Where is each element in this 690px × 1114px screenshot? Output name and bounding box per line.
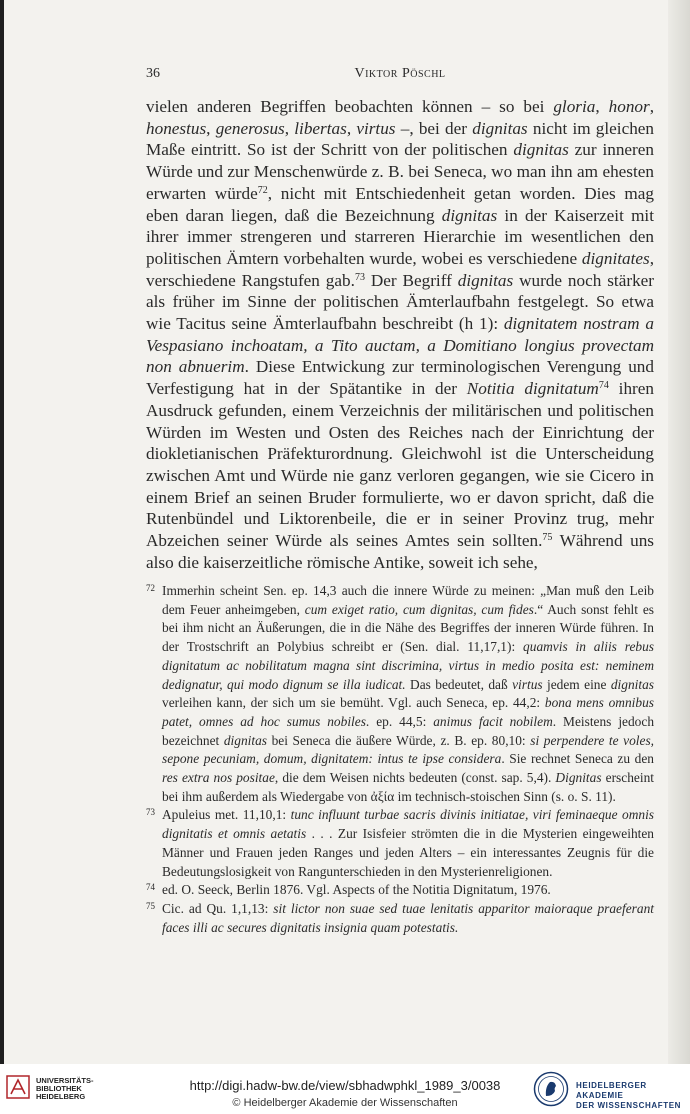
italic-text: gloria bbox=[553, 97, 596, 116]
academy-name bbox=[576, 1081, 690, 1111]
italic-text: honor bbox=[608, 97, 650, 116]
text-run: erscheint bei ihm außerdem als Wiedergabe von ἀξία im technisch-stoischen Sinn (s. o. S. 11). bbox=[162, 770, 654, 804]
text-run: ed. O. Seeck, Berlin 1876. Vgl. Aspects of the Notitia Dignitatum, 1976. bbox=[162, 882, 551, 898]
uni-line-1: UNIVERSITÄTS- bbox=[36, 1076, 94, 1085]
text-run: in der Kaiserzeit mit ihrer immer strengeren und starreren Hierarchie im wesentlichen den politischen Ämtern vorbehalten wurde, wobei es verschiedene bbox=[146, 205, 654, 268]
text-run: . Sie rechnet Seneca zu den bbox=[501, 751, 654, 767]
text-run: , bbox=[206, 118, 216, 138]
uni-line-3: HEIDELBERG bbox=[36, 1092, 86, 1101]
italic-text: sit lictor non suae sed tuae lenitatis apparitor maioraque praeferant faces illi ac secures dignitatis insignia quam potestatis. bbox=[162, 900, 654, 935]
footnote-ref: 75 bbox=[542, 532, 553, 544]
italic-text: dignitates bbox=[581, 248, 650, 268]
italic-text: cum exiget ratio, cum dignitas, cum fides bbox=[304, 601, 534, 617]
text-run: vielen anderen Begriffen beobachten können – so bei bbox=[146, 97, 554, 116]
text-run: bei Seneca die äußere Würde, z. B. ep. 80,10: bbox=[267, 732, 531, 748]
text-run: verleihen kann, der sich um sie bemüht. Vgl. auch Seneca, ep. 44,2: bbox=[162, 695, 545, 711]
page-url-link[interactable]: http://digi.hadw-bw.de/view/sbhadwphkl_1989_3/0038 bbox=[189, 1078, 501, 1093]
text-run: , bbox=[595, 97, 609, 116]
footnote-ref: 72 bbox=[257, 184, 268, 196]
text-run: Apuleius met. 11,10,1: bbox=[162, 807, 291, 823]
body-paragraph bbox=[146, 96, 654, 573]
italic-text: generosus bbox=[215, 118, 285, 138]
text-run: . . . Zur Isisfeier strömten die in die Mysterien eingeweihten Männer und Frauen jeden Ranges und jeden Alters – ein interessantes Zeugnis für die Bedeutungslosigkeit von Rangunterschieden in den Mysterienreligionen. bbox=[162, 826, 654, 879]
footnote-number: 75 bbox=[146, 900, 155, 911]
text-run: .“ Auch sonst fehlt es bei ihm nicht an Äußerungen, die in die Nähe des Begriffes der inneren Würde führen. In der Trostschrift an Polybius schreibt er (Sen. dial. 11,17,1): bbox=[162, 601, 654, 655]
italic-text: Notitia dignitatum bbox=[466, 379, 599, 399]
italic-text: dignitatem nostram a Vespasiano inchoatam, a Tito auctam, a Domitiano longius provectam non abnuerim bbox=[146, 314, 654, 377]
text-run: –, bei der bbox=[395, 118, 473, 138]
academy-line-2: DER WISSENSCHAFTEN bbox=[576, 1101, 682, 1110]
running-header bbox=[146, 66, 654, 86]
italic-text: Dignitas bbox=[555, 770, 602, 786]
text-run: , bbox=[649, 97, 654, 116]
text-run: . Meistens jedoch bezeichnet bbox=[162, 713, 655, 748]
text-run: nicht im gleichen Maße eintritt. So ist der Schritt von der politischen bbox=[146, 118, 655, 160]
footnote-75 bbox=[146, 900, 654, 937]
italic-text: dignitas bbox=[610, 676, 654, 692]
italic-text: virtus bbox=[356, 118, 396, 138]
italic-text: quamvis in aliis rebus dignitatum ac nobilitatum magna sint discrimina, virtus in medio posita est: neminem dedignatur, qui modo dignum se illa iudicat. bbox=[162, 639, 654, 692]
italic-text: libertas bbox=[294, 118, 347, 138]
footnote-number: 74 bbox=[146, 882, 155, 893]
copyright-notice: © Heidelberger Akademie der Wissenschaften bbox=[232, 1097, 458, 1109]
running-author: Viktor Pöschl bbox=[354, 66, 446, 81]
academy-line-1: HEIDELBERGER AKADEMIE bbox=[576, 1081, 647, 1100]
footnote-73 bbox=[146, 806, 654, 881]
academy-seal-logo bbox=[533, 1071, 569, 1107]
footnote-72 bbox=[146, 582, 654, 806]
text-run: , nicht mit Entschiedenheit getan worden. Dies mag eben daran liegen, daß die Bezeichnung bbox=[146, 183, 654, 225]
italic-text: si perpendere te voles, sepone pecuniam, domum, dignitatem: intus te ipse considera bbox=[162, 732, 655, 767]
text-run: Cic. ad Qu. 1,1,13: bbox=[162, 900, 274, 916]
scan-gutter-left bbox=[0, 0, 4, 1114]
text-run: Der Begriff bbox=[364, 270, 458, 290]
uni-line-2: BIBLIOTHEK bbox=[36, 1084, 82, 1093]
text-run: zur inneren Würde und zur Menschenwürde z. B. bei Seneca, wo man ihn am ehesten erwarten würde bbox=[146, 140, 655, 203]
page-edge-shadow bbox=[668, 0, 690, 1114]
text-run: . ep. 44,5: bbox=[365, 713, 434, 729]
italic-text: dignitas bbox=[223, 732, 267, 748]
text-run: . Diese Entwickung zur terminologischen Verengung und Verfestigung hat in der Spätantike in der bbox=[146, 357, 654, 399]
text-run: , die dem Weisen nichts bedeuten (const. sap. 5,4). bbox=[274, 770, 556, 786]
italic-text: res extra nos positae bbox=[162, 770, 275, 786]
italic-text: bona mens omnibus patet, omnes ad hoc sumus nobiles bbox=[162, 695, 654, 729]
footnotes bbox=[146, 582, 654, 937]
italic-text: dignitas bbox=[472, 118, 528, 138]
italic-text: dignitas bbox=[441, 205, 498, 225]
text-run: , bbox=[346, 118, 357, 138]
italic-text: dignitas bbox=[457, 270, 514, 290]
page-number: 36 bbox=[146, 66, 160, 81]
text-run: , bbox=[284, 118, 295, 138]
text-run: wurde noch stärker als früher im Sinne der politischen Ämterlaufbahn festgelegt. So etwa wie Tacitus seine Ämterlaufbahn beschreibt (h 1): bbox=[146, 270, 655, 334]
italic-text: dignitas bbox=[513, 140, 569, 160]
italic-text: virtus bbox=[512, 676, 543, 692]
footnote-74 bbox=[146, 881, 654, 900]
italic-text: tunc influunt turbae sacris divinis initiatae, viri feminaeque omnis dignitatis et omnis aetatis bbox=[162, 807, 655, 842]
text-run: , verschiedene Rangstufen gab. bbox=[146, 248, 654, 290]
footnote-ref: 74 bbox=[598, 380, 609, 392]
text-run: Das bedeutet, daß bbox=[405, 676, 513, 692]
text-run: Während uns also die kaiserzeitliche römische Antike, soweit ich sehe, bbox=[146, 531, 654, 572]
italic-text: honestus bbox=[146, 118, 207, 138]
footnote-number: 73 bbox=[146, 807, 155, 818]
footnote-number: 72 bbox=[146, 583, 155, 593]
text-run: jedem eine bbox=[542, 676, 611, 692]
main-text bbox=[146, 96, 654, 573]
text-run: Immerhin scheint Sen. ep. 14,3 auch die innere Würde zu meinen: „Man muß den Leib dem Feuer anheimgeben, bbox=[162, 583, 654, 617]
italic-text: animus facit nobilem bbox=[433, 713, 553, 729]
text-run: ihren Ausdruck gefunden, einem Verzeichnis der militärischen und politischen Würden im Westen und Osten des Reiches nach der Einrichtung der diokletianischen Präfekturordnung. Gleichwohl ist die Unterscheidung zwischen Amt und Würde nie ganz verloren gegangen, wie sie Cicero in einem Brief an seinen Bruder formulierte, wo er davon spricht, daß die Rutenbündel und Liktorenbeile, die er in seiner Provinz trug, mehr Abzeichen seiner Würde als seines Amtes sein sollten. bbox=[146, 379, 654, 551]
footnote-ref: 73 bbox=[354, 271, 365, 283]
